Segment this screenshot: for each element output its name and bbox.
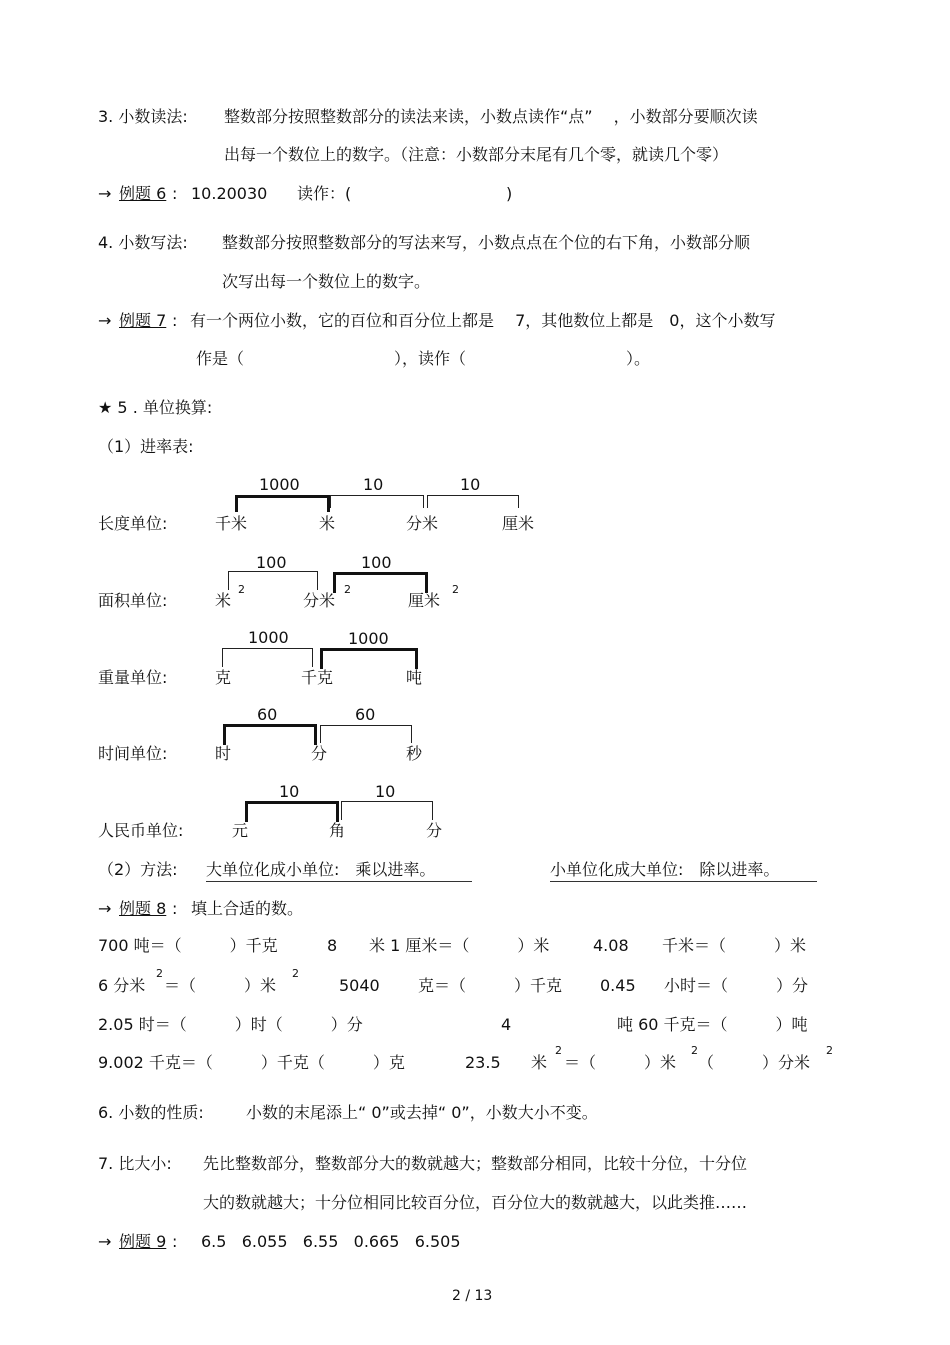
ex8-row2-sup1: 2 xyxy=(156,967,163,980)
example-6-read: 读作：( xyxy=(297,184,352,203)
length-bracket-1 xyxy=(235,495,330,512)
example-7-arrow: → xyxy=(98,311,112,330)
area-unit-m2: 米 xyxy=(215,591,232,610)
section-3-line2: 出每一个数位上的数字。（注意：小数部分末尾有几个零，就读几个零） xyxy=(224,145,729,164)
area-rate-2: 100 xyxy=(361,553,392,572)
ex8-row2-q2: 克＝（ ）千克 xyxy=(418,976,563,995)
section-3-line1: 整数部分按照整数部分的读法来读，小数点读作“点” ，小数部分要顺次读 xyxy=(224,107,758,126)
money-rate-1: 10 xyxy=(279,782,300,801)
weight-unit-g: 克 xyxy=(215,668,232,687)
page-number: 2 / 13 xyxy=(452,1288,493,1304)
ex8-row1-num3: 4.08 xyxy=(593,936,629,955)
method-underline-1 xyxy=(206,881,472,882)
example-6-close: ) xyxy=(506,184,513,203)
time-unit-hour: 时 xyxy=(215,744,232,763)
example-7-colon: : xyxy=(172,311,178,330)
example-6-colon: : xyxy=(172,184,178,203)
length-rate-1: 1000 xyxy=(259,475,300,494)
weight-units-label: 重量单位: xyxy=(98,668,168,687)
ex8-row1-q3: 千米＝（ ）米 xyxy=(662,936,807,955)
money-rate-2: 10 xyxy=(375,782,396,801)
time-rate-2: 60 xyxy=(355,705,376,724)
example-7-line1: 有一个两位小数，它的百位和百分位上都是 7，其他数位上都是 0，这个小数写 xyxy=(190,311,776,330)
ex8-row2-q1a: 6 分米 xyxy=(98,976,146,995)
length-rate-2: 10 xyxy=(363,475,384,494)
example-7-mid: ），读作（ xyxy=(394,349,467,368)
section-6-text: 小数的末尾添上“ 0”或去掉“ 0”，小数大小不变。 xyxy=(246,1103,598,1122)
section-7-line1: 先比整数部分，整数部分大的数就越大；整数部分相同，比较十分位，十分位 xyxy=(203,1154,748,1173)
time-bracket-1 xyxy=(223,724,317,745)
example-9-arrow: → xyxy=(98,1232,112,1251)
ex8-row4-sup2: 2 xyxy=(691,1044,698,1057)
example-8-arrow: → xyxy=(98,899,112,918)
example-7-label: 例题 7 xyxy=(119,311,167,330)
weight-bracket-2 xyxy=(320,648,418,669)
example-6-label: 例题 6 xyxy=(119,184,167,203)
area-sup-1: 2 xyxy=(238,583,245,596)
weight-unit-t: 吨 xyxy=(406,668,423,687)
example-9-colon: : xyxy=(172,1232,178,1251)
time-rate-1: 60 xyxy=(257,705,278,724)
money-units-label: 人民币单位: xyxy=(98,821,184,840)
section-7-line2: 大的数就越大；十分位相同比较百分位，百分位大的数就越大，以此类推…… xyxy=(203,1193,748,1212)
example-7-end: ）。 xyxy=(626,349,651,368)
weight-rate-1: 1000 xyxy=(248,628,289,647)
section-4-line1: 整数部分按照整数部分的写法来写，小数点点在个位的右下角，小数部分顺 xyxy=(222,233,751,252)
area-unit-cm2: 厘米 xyxy=(408,591,441,610)
ex8-row4-q3: （ ）分米 xyxy=(698,1053,811,1072)
example-8-label: 例题 8 xyxy=(119,899,167,918)
method-big-to-small: 大单位化成小单位: 乘以进率。 xyxy=(206,860,436,879)
length-bracket-3 xyxy=(427,495,519,508)
length-unit-dm: 分米 xyxy=(406,514,439,533)
ex8-row2-num3: 0.45 xyxy=(600,976,636,995)
example-9-label: 例题 9 xyxy=(119,1232,167,1251)
section-6-label: 6. 小数的性质: xyxy=(98,1103,204,1122)
example-8-title: 填上合适的数。 xyxy=(191,899,304,918)
time-bracket-2 xyxy=(320,725,412,743)
ex8-row1-num2: 8 xyxy=(327,936,338,955)
area-units-label: 面积单位: xyxy=(98,591,168,610)
section-3-label: 3. 小数读法: xyxy=(98,107,188,126)
ex8-row4-unit: 米 xyxy=(531,1053,548,1072)
money-unit-yuan: 元 xyxy=(232,821,249,840)
time-unit-minute: 分 xyxy=(311,744,328,763)
method-underline-2 xyxy=(550,881,817,882)
ex8-row4-q2: ＝（ ）米 xyxy=(564,1053,677,1072)
time-unit-second: 秒 xyxy=(406,744,423,763)
example-8-colon: : xyxy=(172,899,178,918)
ex8-row4-sup1: 2 xyxy=(555,1044,562,1057)
ex8-row4-sup3: 2 xyxy=(826,1044,833,1057)
ex8-row2-q1b: ＝（ ）米 xyxy=(164,976,277,995)
area-unit-dm2: 分米 xyxy=(303,591,336,610)
section-5-title: ★ 5 . 单位换算: xyxy=(98,398,213,417)
length-rate-3: 10 xyxy=(460,475,481,494)
weight-bracket-1 xyxy=(222,648,313,667)
ex8-row4-q1: 9.002 千克＝（ ）千克（ ）克 xyxy=(98,1053,405,1072)
length-units-label: 长度单位: xyxy=(98,514,168,533)
length-bracket-2 xyxy=(330,495,424,508)
ex8-row1-q2: 米 1 厘米＝（ ）米 xyxy=(369,936,550,955)
section-5-sub1: （1）进率表: xyxy=(98,437,194,456)
length-unit-m: 米 xyxy=(319,514,336,533)
section-7-label: 7. 比大小: xyxy=(98,1154,172,1173)
ex8-row3-q2: 吨 60 千克＝（ ）吨 xyxy=(617,1015,808,1034)
length-unit-cm: 厘米 xyxy=(502,514,535,533)
ex8-row3-num2: 4 xyxy=(501,1015,512,1034)
example-7-write: 作是（ xyxy=(196,349,245,368)
example-6-arrow: → xyxy=(98,184,112,203)
ex8-row2-sup2: 2 xyxy=(292,967,299,980)
ex8-row2-num2: 5040 xyxy=(339,976,380,995)
money-unit-fen: 分 xyxy=(426,821,443,840)
money-bracket-1 xyxy=(245,801,339,822)
money-bracket-2 xyxy=(341,801,433,820)
area-sup-3: 2 xyxy=(452,583,459,596)
section-4-line2: 次写出每一个数位上的数字。 xyxy=(222,272,431,291)
ex8-row4-num2: 23.5 xyxy=(465,1053,501,1072)
time-units-label: 时间单位: xyxy=(98,744,168,763)
area-rate-1: 100 xyxy=(256,553,287,572)
section-4-label: 4. 小数写法: xyxy=(98,233,188,252)
ex8-row2-q3: 小时＝（ ）分 xyxy=(664,976,809,995)
example-9-numbers: 6.5 6.055 6.55 0.665 6.505 xyxy=(201,1232,461,1251)
ex8-row1-q1: 700 吨＝（ ）千克 xyxy=(98,936,278,955)
length-unit-km: 千米 xyxy=(215,514,248,533)
ex8-row3-q1: 2.05 时＝（ ）时（ ）分 xyxy=(98,1015,363,1034)
weight-unit-kg: 千克 xyxy=(301,668,334,687)
money-unit-jiao: 角 xyxy=(329,821,346,840)
example-6-number: 10.20030 xyxy=(191,184,268,203)
weight-rate-2: 1000 xyxy=(348,629,389,648)
area-sup-2: 2 xyxy=(344,583,351,596)
method-small-to-big: 小单位化成大单位: 除以进率。 xyxy=(550,860,780,879)
method-label: （2）方法: xyxy=(98,860,178,879)
